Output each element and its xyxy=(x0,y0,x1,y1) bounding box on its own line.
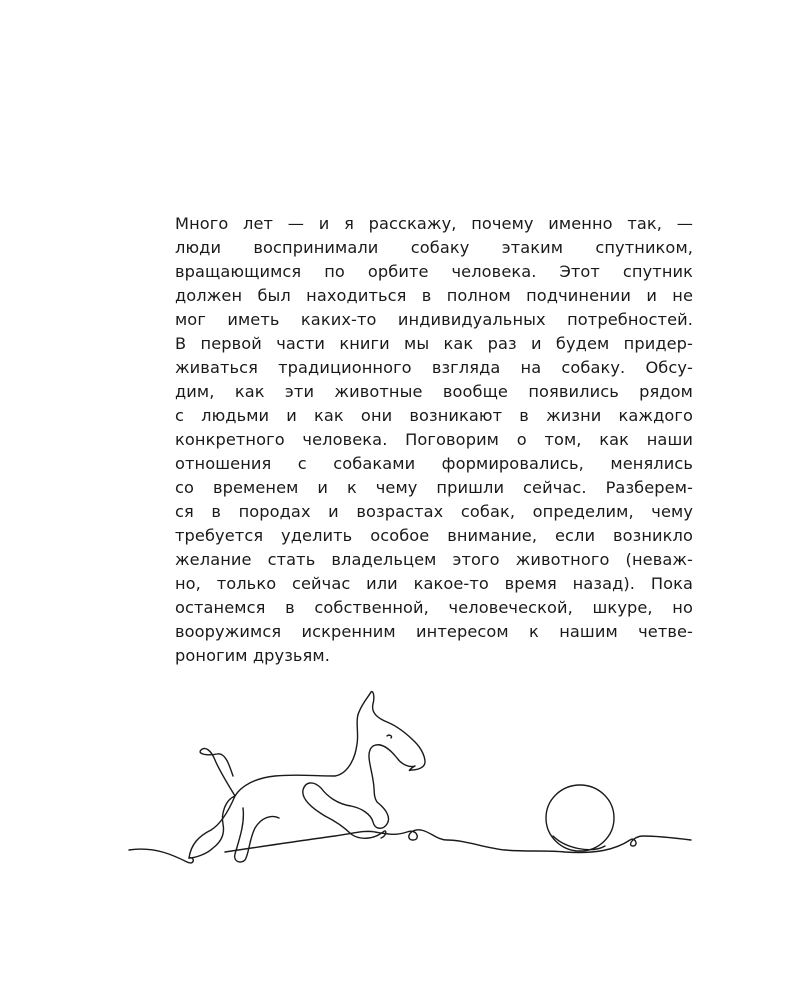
text-line: требуется уделить особое внимание, если возникло xyxy=(175,526,693,545)
ground-line xyxy=(129,830,691,863)
text-line: вращающимся по орбите человека. Этот спутник xyxy=(175,262,693,281)
text-line: должен был находиться в полном подчинении и не xyxy=(175,286,693,305)
text-line: дим, как эти животные вообще появились рядом xyxy=(175,382,693,401)
dog-front-leg xyxy=(235,808,279,862)
text-line: но, только сейчас или какое-то время назад). Пока xyxy=(175,574,693,593)
text-line: вооружимся искренним интересом к нашим четве- xyxy=(175,622,693,641)
text-line: со временем и к чему пришли сейчас. Разберем- xyxy=(175,478,693,497)
text-line: останемся в собственной, человеческой, шкуре, но xyxy=(175,598,693,617)
dog-tail xyxy=(200,748,235,796)
text-line: с людьми и как они возникают в жизни каждого xyxy=(175,406,693,425)
dog-hind-leg xyxy=(189,796,235,858)
text-line: мог иметь каких-то индивидуальных потребностей. xyxy=(175,310,693,329)
text-line: Много лет — и я расскажу, почему именно так, — xyxy=(175,214,693,233)
text-line: ся в породах и возрастах собак, определим, чему xyxy=(175,502,693,521)
text-line: люди воспринимали собаку этаким спутником, xyxy=(175,238,693,257)
text-line: В первой части книги мы как раз и будем придер- xyxy=(175,334,693,353)
text-line: роногим друзьям. xyxy=(175,646,330,665)
text-line: конкретного человека. Поговорим о том, как наши xyxy=(175,430,693,449)
dog-body xyxy=(189,692,425,858)
text-line: желание стать владельцем этого животного (неваж- xyxy=(175,550,693,569)
text-line: отношения с собаками формировались, менялись xyxy=(175,454,693,473)
dog-with-ball-illustration xyxy=(125,690,695,880)
body-paragraph xyxy=(175,212,693,668)
ball xyxy=(546,785,614,851)
text-line: живаться традиционного взгляда на собаку. Обсу- xyxy=(175,358,693,377)
ball-tail xyxy=(553,836,605,850)
dog-eye xyxy=(387,735,392,738)
